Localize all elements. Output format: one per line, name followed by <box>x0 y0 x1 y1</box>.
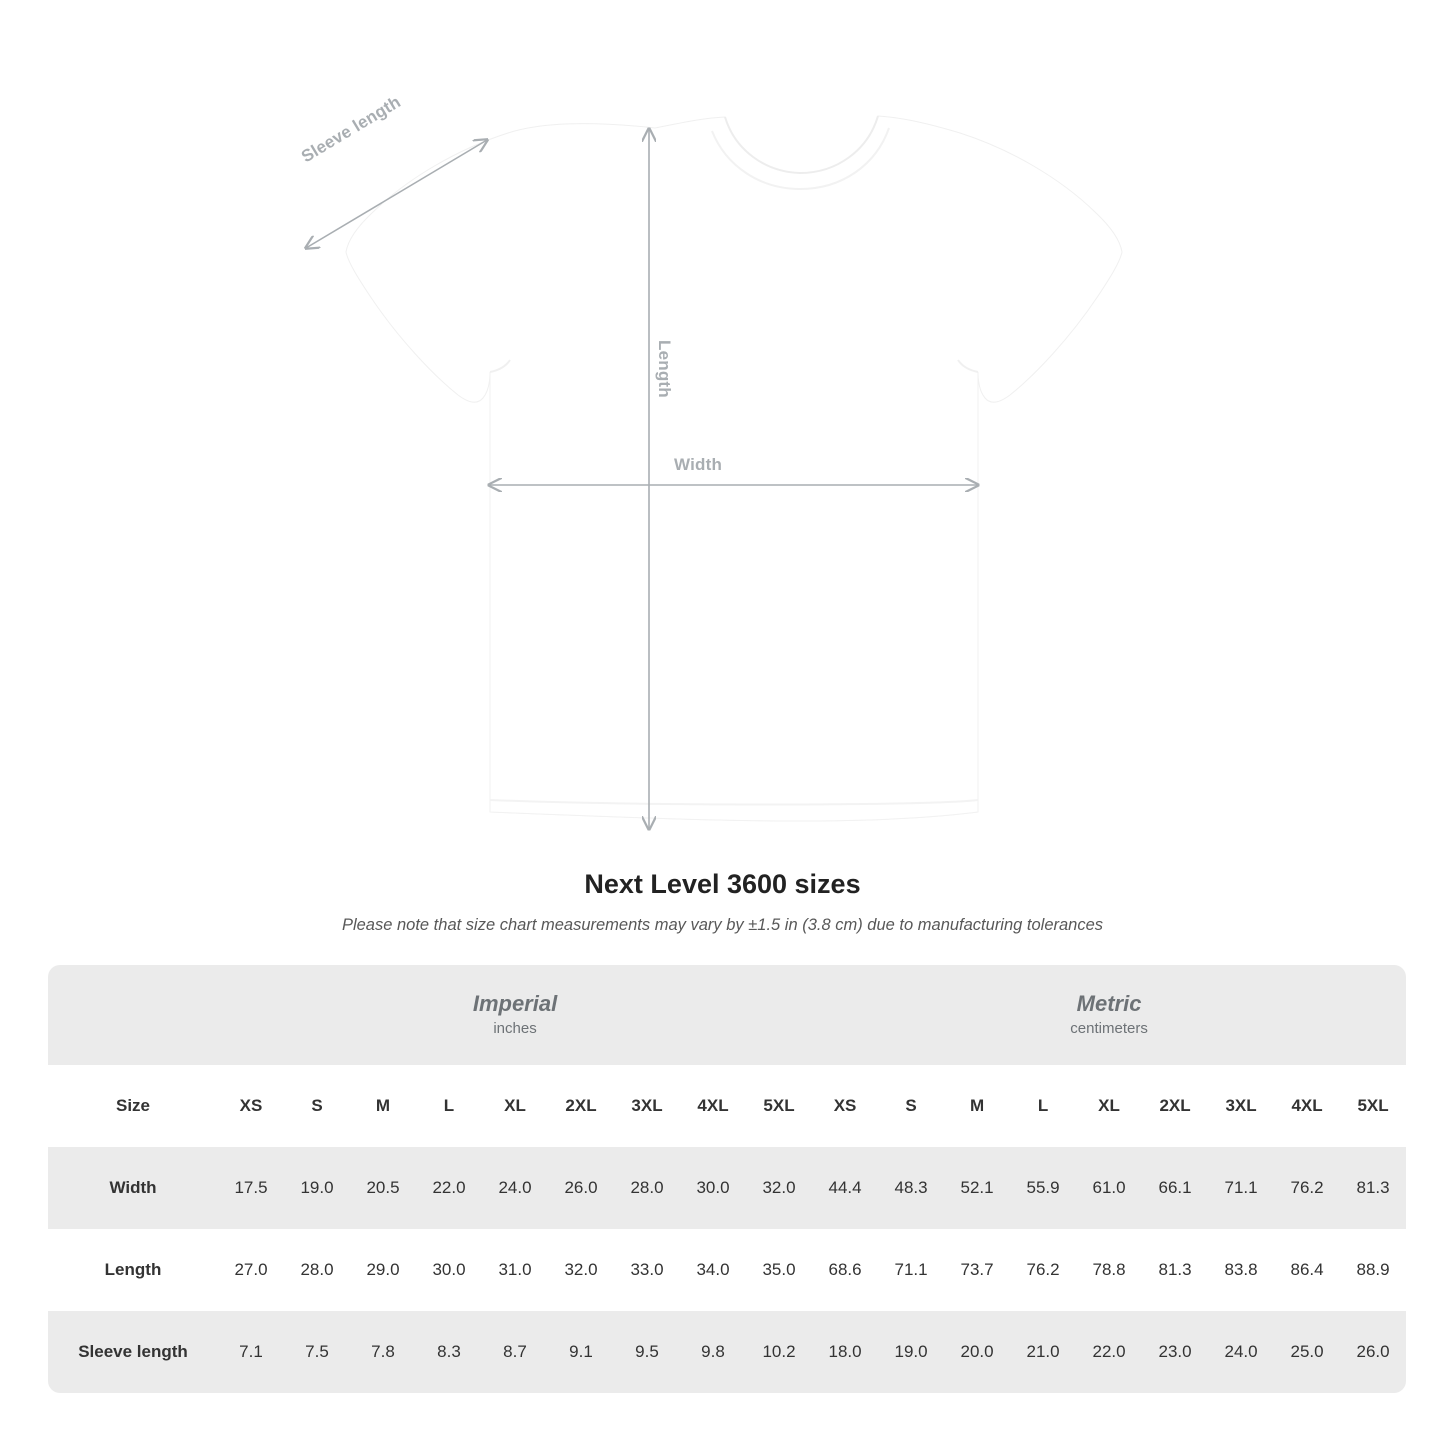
size-metric-5xl: 5XL <box>1340 1065 1406 1147</box>
length-imperial-3xl: 33.0 <box>614 1229 680 1311</box>
size-imperial-s: S <box>284 1065 350 1147</box>
width-metric-5xl: 81.3 <box>1340 1147 1406 1229</box>
width-imperial-xs: 17.5 <box>218 1147 284 1229</box>
length-imperial-5xl: 35.0 <box>746 1229 812 1311</box>
unit-header-imperial <box>218 965 812 1065</box>
tolerance-note: Please note that size chart measurements may vary by ±1.5 in (3.8 cm) due to manufacturing tolerances <box>341 916 1104 934</box>
sleeve-metric-4xl: 25.0 <box>1274 1311 1340 1393</box>
length-metric-s: 71.1 <box>878 1229 944 1311</box>
table-row-sleeve-length <box>48 1311 1406 1393</box>
length-label: Length <box>655 340 674 398</box>
sleeve-metric-xs: 18.0 <box>812 1311 878 1393</box>
size-metric-3xl: 3XL <box>1208 1065 1274 1147</box>
table-row-length <box>48 1229 1406 1311</box>
size-chart-table <box>48 965 1406 1393</box>
size-imperial-l: L <box>416 1065 482 1147</box>
page-title: Next Level 3600 sizes <box>584 869 861 899</box>
size-imperial-4xl: 4XL <box>680 1065 746 1147</box>
sleeve-imperial-m: 7.8 <box>350 1311 416 1393</box>
length-metric-xl: 78.8 <box>1076 1229 1142 1311</box>
metric-name: Metric <box>1076 991 1142 1016</box>
width-metric-2xl: 66.1 <box>1142 1147 1208 1229</box>
length-metric-4xl: 86.4 <box>1274 1229 1340 1311</box>
sleeve-imperial-l: 8.3 <box>416 1311 482 1393</box>
unit-header-metric <box>812 965 1406 1065</box>
size-imperial-5xl: 5XL <box>746 1065 812 1147</box>
size-chart-table-wrapper <box>48 965 1397 1393</box>
size-header-row <box>48 1065 1406 1147</box>
length-imperial-s: 28.0 <box>284 1229 350 1311</box>
imperial-name: Imperial <box>472 991 558 1016</box>
sleeve-length-label: Sleeve length <box>298 92 404 167</box>
size-imperial-xs: XS <box>218 1065 284 1147</box>
length-metric-3xl: 83.8 <box>1208 1229 1274 1311</box>
table-row-width <box>48 1147 1406 1229</box>
width-label: Width <box>674 455 723 474</box>
width-imperial-5xl: 32.0 <box>746 1147 812 1229</box>
length-metric-m: 73.7 <box>944 1229 1010 1311</box>
width-metric-m: 52.1 <box>944 1147 1010 1229</box>
sleeve-metric-3xl: 24.0 <box>1208 1311 1274 1393</box>
size-imperial-m: M <box>350 1065 416 1147</box>
width-metric-4xl: 76.2 <box>1274 1147 1340 1229</box>
sleeve-metric-xl: 22.0 <box>1076 1311 1142 1393</box>
shirt-shape <box>346 116 1122 821</box>
metric-sub: centimeters <box>1070 1019 1148 1037</box>
sleeve-imperial-2xl: 9.1 <box>548 1311 614 1393</box>
width-imperial-4xl: 30.0 <box>680 1147 746 1229</box>
width-imperial-m: 20.5 <box>350 1147 416 1229</box>
sleeve-metric-5xl: 26.0 <box>1340 1311 1406 1393</box>
width-imperial-3xl: 28.0 <box>614 1147 680 1229</box>
width-metric-xs: 44.4 <box>812 1147 878 1229</box>
size-imperial-xl: XL <box>482 1065 548 1147</box>
length-metric-2xl: 81.3 <box>1142 1229 1208 1311</box>
length-imperial-xl: 31.0 <box>482 1229 548 1311</box>
unit-header-row <box>48 965 1406 1065</box>
chart-header <box>0 869 1445 935</box>
size-metric-xl: XL <box>1076 1065 1142 1147</box>
size-imperial-2xl: 2XL <box>548 1065 614 1147</box>
unit-header-blank <box>48 965 218 1065</box>
sleeve-imperial-xl: 8.7 <box>482 1311 548 1393</box>
width-metric-s: 48.3 <box>878 1147 944 1229</box>
sleeve-imperial-s: 7.5 <box>284 1311 350 1393</box>
size-metric-m: M <box>944 1065 1010 1147</box>
sleeve-imperial-4xl: 9.8 <box>680 1311 746 1393</box>
sleeve-metric-2xl: 23.0 <box>1142 1311 1208 1393</box>
row-label-size: Size <box>48 1065 218 1147</box>
sleeve-imperial-3xl: 9.5 <box>614 1311 680 1393</box>
sleeve-metric-m: 20.0 <box>944 1311 1010 1393</box>
row-label-width: Width <box>48 1147 218 1229</box>
row-label-sleeve-length: Sleeve length <box>48 1311 218 1393</box>
length-imperial-4xl: 34.0 <box>680 1229 746 1311</box>
sleeve-imperial-5xl: 10.2 <box>746 1311 812 1393</box>
size-metric-s: S <box>878 1065 944 1147</box>
size-metric-4xl: 4XL <box>1274 1065 1340 1147</box>
width-metric-l: 55.9 <box>1010 1147 1076 1229</box>
width-metric-3xl: 71.1 <box>1208 1147 1274 1229</box>
size-metric-xs: XS <box>812 1065 878 1147</box>
width-metric-xl: 61.0 <box>1076 1147 1142 1229</box>
imperial-sub: inches <box>493 1019 537 1037</box>
width-imperial-l: 22.0 <box>416 1147 482 1229</box>
length-metric-xs: 68.6 <box>812 1229 878 1311</box>
length-imperial-l: 30.0 <box>416 1229 482 1311</box>
length-imperial-xs: 27.0 <box>218 1229 284 1311</box>
width-imperial-2xl: 26.0 <box>548 1147 614 1229</box>
sleeve-metric-s: 19.0 <box>878 1311 944 1393</box>
size-metric-2xl: 2XL <box>1142 1065 1208 1147</box>
length-metric-5xl: 88.9 <box>1340 1229 1406 1311</box>
length-imperial-m: 29.0 <box>350 1229 416 1311</box>
size-imperial-3xl: 3XL <box>614 1065 680 1147</box>
length-imperial-2xl: 32.0 <box>548 1229 614 1311</box>
width-imperial-s: 19.0 <box>284 1147 350 1229</box>
sleeve-imperial-xs: 7.1 <box>218 1311 284 1393</box>
size-metric-l: L <box>1010 1065 1076 1147</box>
row-label-length: Length <box>48 1229 218 1311</box>
width-imperial-xl: 24.0 <box>482 1147 548 1229</box>
sleeve-metric-l: 21.0 <box>1010 1311 1076 1393</box>
length-metric-l: 76.2 <box>1010 1229 1076 1311</box>
